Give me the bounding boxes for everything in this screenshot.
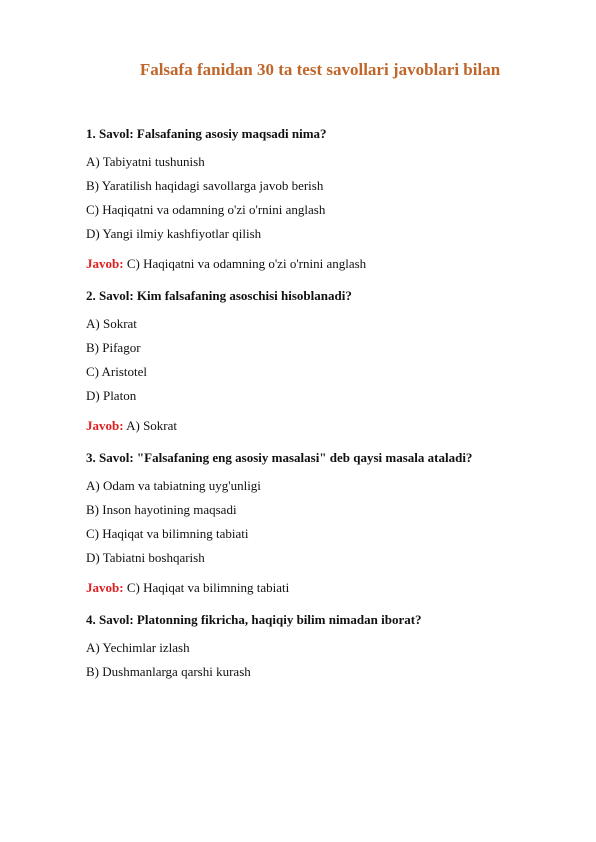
question-block bbox=[86, 450, 566, 596]
question-block bbox=[86, 126, 566, 272]
option-list bbox=[86, 640, 566, 680]
answer-line bbox=[86, 580, 566, 596]
option-b: B) Pifagor bbox=[86, 340, 141, 355]
option-a: A) Odam va tabiatning uyg'unligi bbox=[86, 478, 261, 493]
question-text: 1. Savol: Falsafaning asosiy maqsadi nima? bbox=[86, 126, 327, 141]
option-c: C) Haqiqatni va odamning o'zi o'rnini anglash bbox=[86, 202, 326, 217]
option-d: D) Platon bbox=[86, 388, 137, 403]
question-block bbox=[86, 288, 566, 434]
option-d: D) Tabiatni boshqarish bbox=[86, 550, 205, 565]
answer-label: Javob: bbox=[86, 256, 124, 271]
option-d: D) Yangi ilmiy kashfiyotlar qilish bbox=[86, 226, 262, 241]
option-list bbox=[86, 154, 566, 242]
answer-line bbox=[86, 418, 566, 434]
answer-label: Javob: bbox=[86, 418, 124, 433]
option-list bbox=[86, 478, 566, 566]
answer-text: C) Haqiqatni va odamning o'zi o'rnini anglash bbox=[126, 256, 367, 271]
page-title: Falsafa fanidan 30 ta test savollari javoblari bilan bbox=[139, 60, 501, 79]
answer-label: Javob: bbox=[86, 580, 124, 595]
answer-text: C) Haqiqat va bilimning tabiati bbox=[126, 580, 290, 595]
option-c: C) Haqiqat va bilimning tabiati bbox=[86, 526, 249, 541]
option-c: C) Aristotel bbox=[86, 364, 148, 379]
option-a: A) Yechimlar izlash bbox=[86, 640, 190, 655]
question-text: 4. Savol: Platonning fikricha, haqiqiy bilim nimadan iborat? bbox=[86, 612, 422, 627]
question-text: 2. Savol: Kim falsafaning asoschisi hisoblanadi? bbox=[86, 288, 352, 303]
question-list bbox=[86, 126, 566, 694]
option-list bbox=[86, 316, 566, 404]
question-block bbox=[86, 612, 566, 680]
answer-text: A) Sokrat bbox=[126, 418, 178, 433]
option-b: B) Inson hayotining maqsadi bbox=[86, 502, 237, 517]
option-a: A) Sokrat bbox=[86, 316, 137, 331]
option-b: B) Yaratilish haqidagi savollarga javob berish bbox=[86, 178, 324, 193]
answer-line bbox=[86, 256, 566, 272]
option-b: B) Dushmanlarga qarshi kurash bbox=[86, 664, 251, 679]
option-a: A) Tabiyatni tushunish bbox=[86, 154, 205, 169]
question-text: 3. Savol: "Falsafaning eng asosiy masalasi" deb qaysi masala ataladi? bbox=[86, 450, 473, 465]
